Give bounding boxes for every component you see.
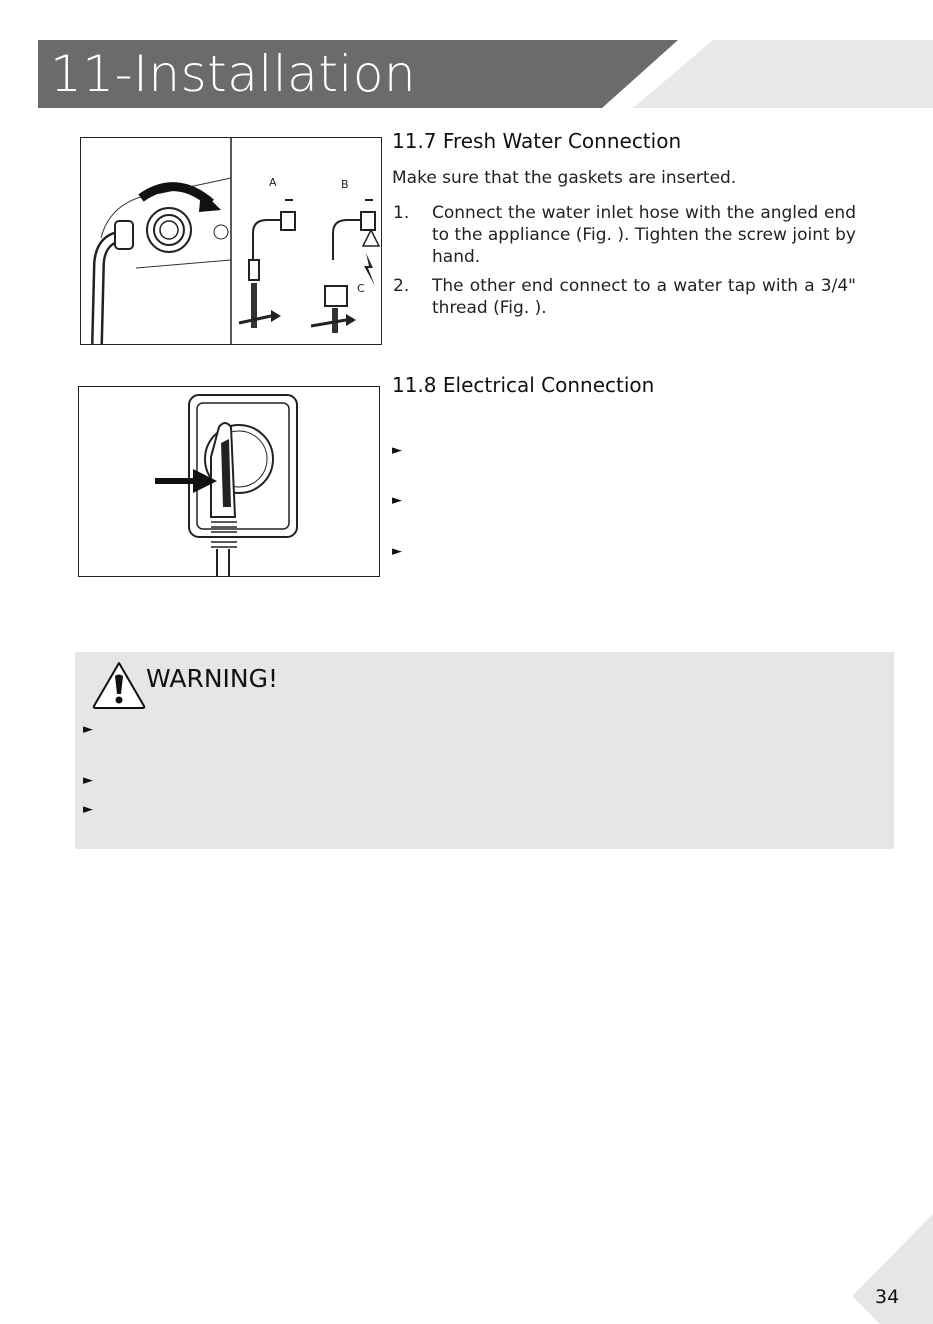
warning-title: WARNING! — [146, 664, 278, 693]
page-title: 11-Installation — [50, 45, 417, 103]
step-text: Connect the water inlet hose with the angled end to the appliance (Fig. ). Tighten the screw joint by hand. — [432, 203, 856, 267]
bullet-marker: ► — [392, 544, 402, 559]
step-number: 2. — [393, 276, 410, 296]
bullet-marker: ► — [83, 773, 93, 788]
figure-water-connection — [80, 137, 382, 345]
water-hose-illustration — [81, 138, 381, 344]
water-intro-text: Make sure that the gaskets are inserted. — [392, 168, 737, 188]
figure-label-c: C — [357, 282, 365, 295]
step-number: 1. — [393, 203, 410, 223]
page-number: 34 — [875, 1286, 900, 1308]
bullet-marker: ► — [83, 802, 93, 817]
section-heading-electric: 11.8 Electrical Connection — [392, 373, 655, 397]
bullet-marker: ► — [392, 443, 402, 458]
section-heading-water: 11.7 Fresh Water Connection — [392, 129, 682, 153]
figure-electrical-connection — [78, 386, 380, 577]
plug-socket-illustration — [79, 387, 379, 576]
warning-triangle-icon — [91, 660, 147, 710]
figure-label-b: B — [341, 178, 349, 191]
bullet-marker: ► — [392, 493, 402, 508]
figure-label-a: A — [269, 176, 277, 189]
bullet-marker: ► — [83, 722, 93, 737]
step-text: The other end connect to a water tap with a 3/4" thread (Fig. ). — [432, 276, 856, 318]
